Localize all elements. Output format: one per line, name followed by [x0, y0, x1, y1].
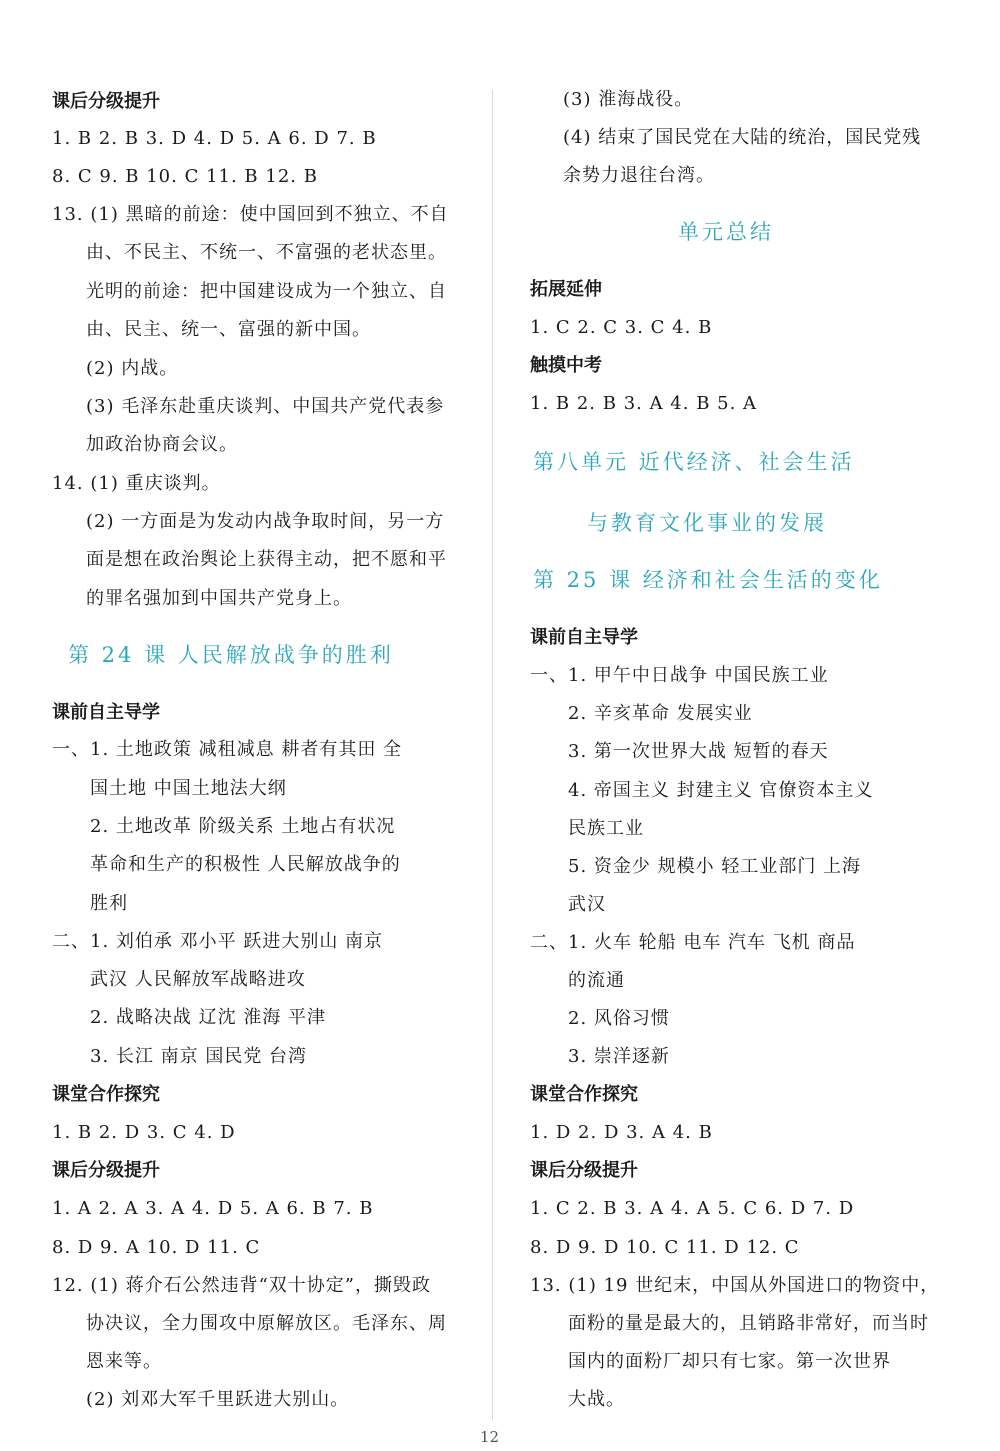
answer-line: 4. 帝国主义 封建主义 官僚资本主义: [568, 780, 874, 801]
answer-line: (2) 刘邓大军千里跃进大别山。: [86, 1389, 350, 1410]
answer-line: 一、1. 甲午中日战争 中国民族工业: [530, 665, 829, 686]
answer-line: 二、1. 火车 轮船 电车 汽车 飞机 商品: [530, 932, 856, 953]
answer-line: 国内的面粉厂却只有七家。第一次世界: [568, 1351, 891, 1372]
answer-line: (2) 内战。: [86, 358, 179, 379]
answer-line: 2. 战略决战 辽沈 淮海 平津: [90, 1007, 327, 1028]
answer-line: 胜利: [90, 893, 128, 914]
section-heading: 课后分级提升: [52, 1160, 160, 1181]
answer-line: 面粉的量是最大的，且销路非常好，而当时: [568, 1313, 929, 1334]
column-divider: [492, 90, 493, 1420]
answer-line: 1. B 2. B 3. D 4. D 5. A 6. D 7. B: [52, 128, 377, 149]
section-heading: 课后分级提升: [52, 91, 160, 112]
answer-line: 由、民主、统一、富强的新中国。: [86, 319, 371, 340]
answer-line: 大战。: [568, 1389, 625, 1410]
answer-line: 1. B 2. B 3. A 4. B 5. A: [530, 393, 758, 414]
answer-line: 2. 辛亥革命 发展实业: [568, 703, 753, 724]
answer-line: 武汉: [568, 894, 606, 915]
answer-line: 国土地 中国土地法大纲: [90, 778, 287, 799]
answer-line: 3. 崇洋逐新: [568, 1046, 670, 1067]
answer-line: 1. A 2. A 3. A 4. D 5. A 6. B 7. B: [52, 1198, 374, 1219]
answer-line: 一、1. 土地政策 减租减息 耕者有其田 全: [52, 739, 403, 760]
unit-summary-title: 单元总结: [678, 220, 774, 244]
lesson-title: 第 24 课 人民解放战争的胜利: [68, 643, 394, 667]
answer-line: 8. D 9. A 10. D 11. C: [52, 1237, 261, 1258]
answer-line: 的流通: [568, 970, 625, 991]
answer-line: (4) 结束了国民党在大陆的统治，国民党残: [563, 127, 922, 148]
section-heading: 课后分级提升: [530, 1160, 638, 1181]
section-heading: 课前自主导学: [52, 702, 160, 723]
answer-line: (3) 淮海战役。: [563, 89, 694, 110]
answer-line: 1. B 2. D 3. C 4. D: [52, 1122, 236, 1143]
answer-line: (2) 一方面是为发动内战争取时间，另一方: [86, 511, 445, 532]
answer-line: 加政治协商会议。: [86, 434, 238, 455]
answer-line: 2. 风俗习惯: [568, 1008, 670, 1029]
section-heading: 课堂合作探究: [530, 1084, 638, 1105]
answer-line: 1. D 2. D 3. A 4. B: [530, 1122, 713, 1143]
answer-line: 13. (1) 19 世纪末，中国从外国进口的物资中，: [530, 1275, 940, 1296]
answer-line: 由、不民主、不统一、不富强的老状态里。: [86, 242, 447, 263]
answer-line: 13. (1) 黑暗的前途：使中国回到不独立、不自: [52, 204, 449, 225]
section-heading: 课堂合作探究: [52, 1084, 160, 1105]
answer-line: 14. (1) 重庆谈判。: [52, 473, 221, 494]
answer-line: 8. D 9. D 10. C 11. D 12. C: [530, 1237, 800, 1258]
answer-line: (3) 毛泽东赴重庆谈判、中国共产党代表参: [86, 396, 445, 417]
section-heading: 课前自主导学: [530, 627, 638, 648]
answer-line: 恩来等。: [86, 1351, 162, 1372]
answer-line: 2. 土地改革 阶级关系 土地占有状况: [90, 816, 396, 837]
answer-line: 革命和生产的积极性 人民解放战争的: [90, 854, 401, 875]
answer-line: 光明的前途：把中国建设成为一个独立、自: [86, 281, 447, 302]
unit-title: 第八单元 近代经济、社会生活: [533, 450, 855, 474]
page-number: 12: [480, 1428, 500, 1446]
answer-line: 民族工业: [568, 818, 644, 839]
answer-line: 12. (1) 蒋介石公然违背“双十协定”，撕毁政: [52, 1275, 431, 1296]
section-heading: 触摸中考: [530, 355, 602, 376]
unit-title: 与教育文化事业的发展: [587, 511, 827, 535]
section-heading: 拓展延伸: [530, 279, 602, 300]
lesson-title: 第 25 课 经济和社会生活的变化: [533, 568, 883, 592]
answer-line: 1. C 2. B 3. A 4. A 5. C 6. D 7. D: [530, 1198, 855, 1219]
answer-line: 3. 长江 南京 国民党 台湾: [90, 1046, 308, 1067]
answer-line: 武汉 人民解放军战略进攻: [90, 969, 306, 990]
answer-line: 二、1. 刘伯承 邓小平 跃进大别山 南京: [52, 931, 384, 952]
answer-line: 面是想在政治舆论上获得主动，把不愿和平: [86, 549, 447, 570]
answer-line: 协决议，全力围攻中原解放区。毛泽东、周: [86, 1313, 447, 1334]
answer-line: 5. 资金少 规模小 轻工业部门 上海: [568, 856, 862, 877]
answer-line: 3. 第一次世界大战 短暂的春天: [568, 741, 829, 762]
answer-line: 1. C 2. C 3. C 4. B: [530, 317, 713, 338]
answer-line: 的罪名强加到中国共产党身上。: [86, 588, 352, 609]
answer-line: 8. C 9. B 10. C 11. B 12. B: [52, 166, 318, 187]
answer-line: 余势力退往台湾。: [563, 165, 715, 186]
